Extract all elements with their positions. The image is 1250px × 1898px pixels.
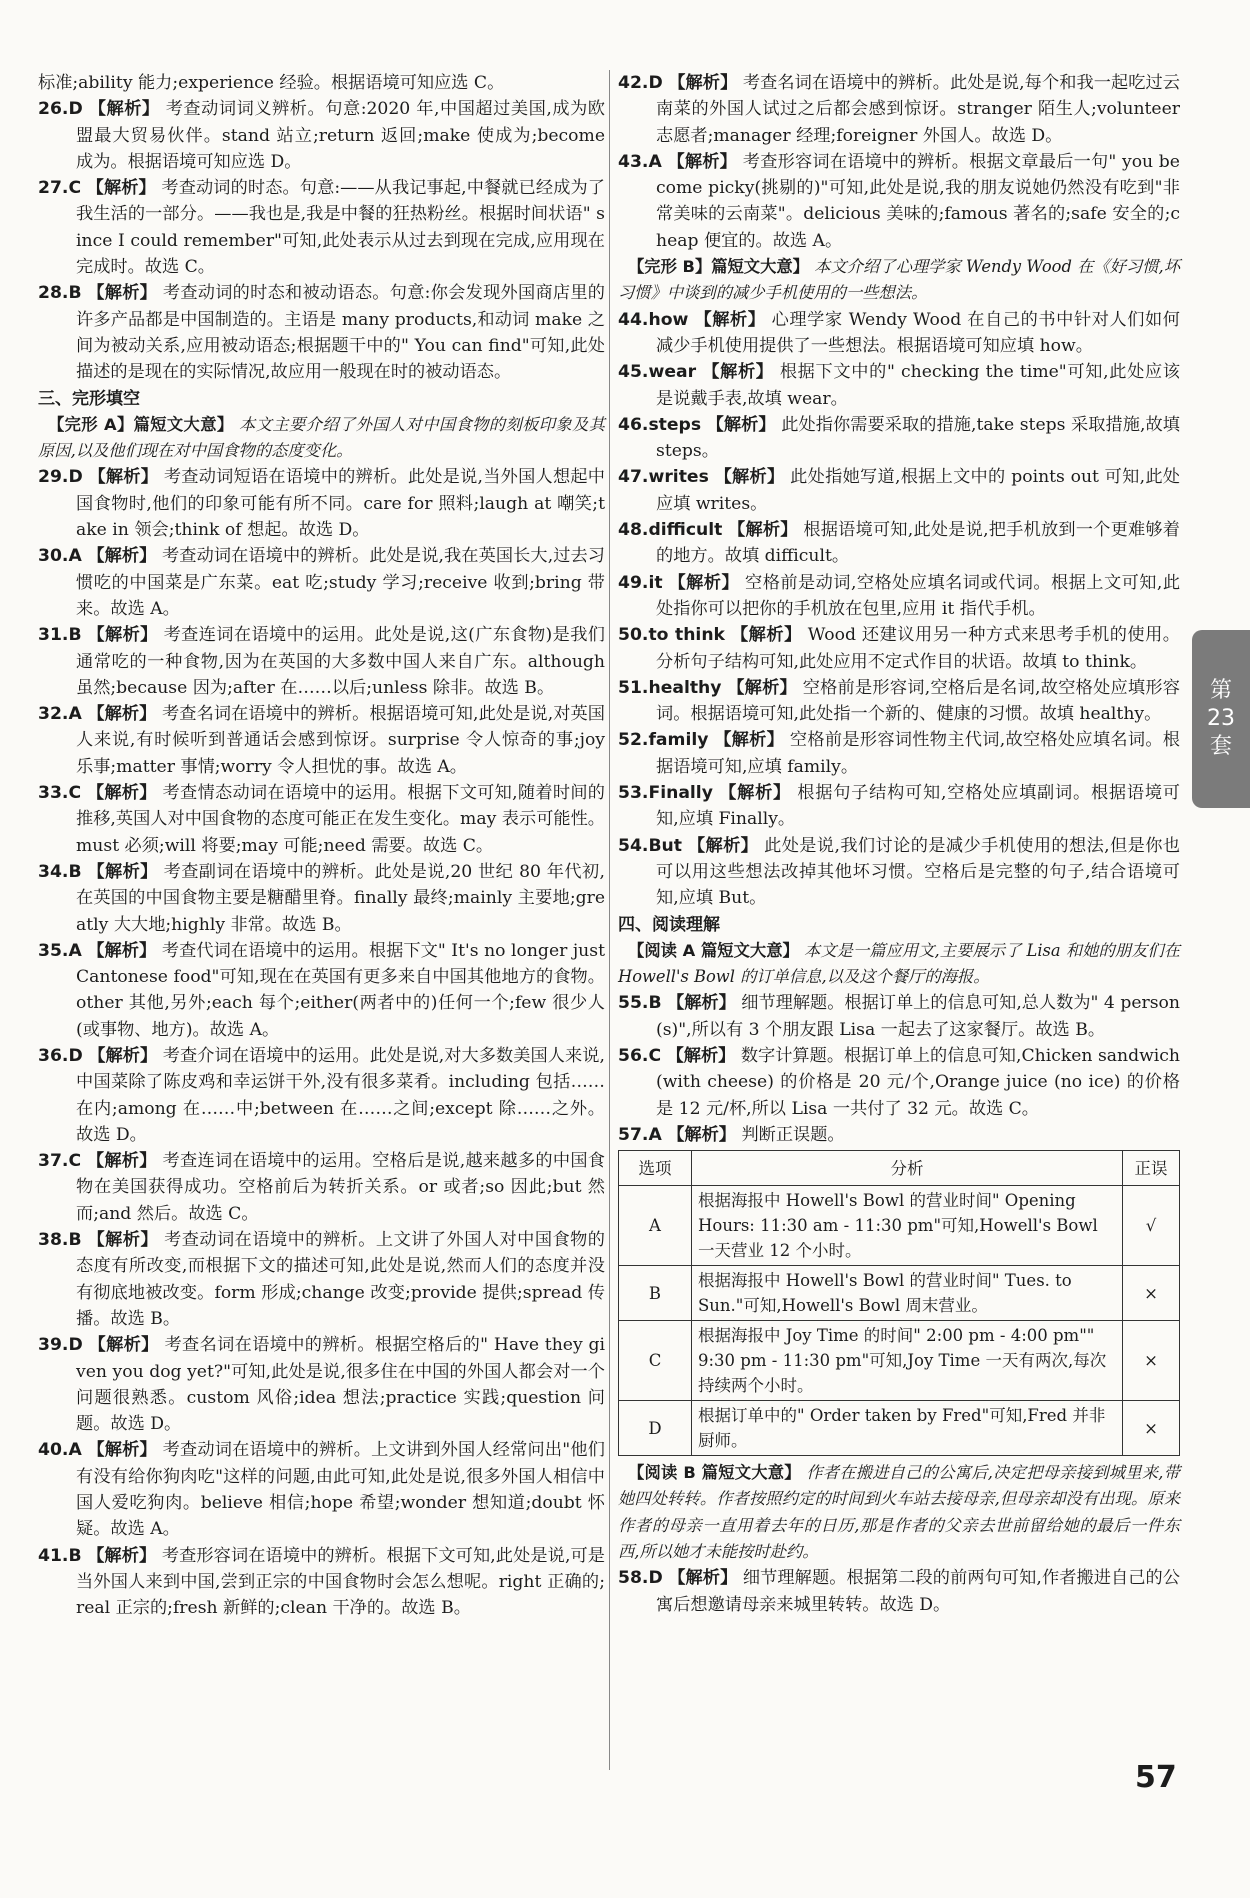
passage-summary — [38, 412, 605, 465]
answer-item — [618, 727, 1180, 780]
table-row — [619, 1321, 1180, 1401]
answer-key: steps — [648, 414, 702, 435]
analysis-text: 考查名词在语境中的辨析。根据语境可知,此处是说,对英国人来说,有时候听到普通话会感到惊讶。surprise 令人惊奇的事;joy 乐事;matter 事情;worry 令人担忧的事。故选 A。 — [76, 704, 605, 777]
right-column — [618, 70, 1180, 1618]
question-number: 55. — [618, 993, 649, 1014]
analysis-label: 【解析】 — [86, 1151, 157, 1172]
analysis-label: 【解析】 — [714, 730, 785, 751]
analysis-label: 【解析】 — [667, 1124, 736, 1145]
question-number: 31. — [38, 625, 69, 646]
option-cell: A — [619, 1186, 692, 1266]
analysis-text: 细节理解题。根据订单上的信息可知,总人数为" 4 person(s)",所以有 3 个朋友跟 Lisa 一起去了这家餐厅。故选 B。 — [656, 993, 1180, 1040]
question-number: 44. — [618, 309, 649, 330]
analysis-label: 【解析】 — [86, 783, 157, 804]
analysis-text: 考查形容词在语境中的辨析。根据下文可知,此处是说,可是当外国人来到中国,尝到正宗的中国食物时会怎么想呢。right 正确的;real 正宗的;fresh 新鲜的;clean 干净的。故选 B。 — [76, 1545, 605, 1619]
analysis-label: 【解析】 — [87, 546, 157, 567]
summary-label: 【阅读 B 篇短文大意】 — [628, 1463, 801, 1483]
analysis-text: 考查动词在语境中的辨析。上文讲了外国人对中国食物的态度有所改变,而根据下文的描述可知,此处是说,然而人们的态度并没有彻底地被改变。form 形成;change 改变;provide 提供;spread 传播。故选 B。 — [76, 1230, 605, 1329]
analysis-cell: 根据海报中 Howell's Bowl 的营业时间" Tues. to Sun."可知,Howell's Bowl 周末营业。 — [692, 1266, 1123, 1321]
table-header: 正误 — [1123, 1151, 1180, 1186]
analysis-label: 【解析】 — [88, 1335, 159, 1356]
analysis-label: 【解析】 — [88, 1045, 158, 1066]
answer-key: C — [68, 178, 82, 199]
answer-key: it — [648, 572, 663, 593]
analysis-label: 【解析】 — [706, 414, 776, 435]
analysis-label: 【解析】 — [702, 362, 774, 383]
analysis-text: 考查连词在语境中的运用。此处是说,这(广东食物)是我们通常吃的一种食物,因为在英国的大多数中国人来自广东。although 虽然;because 因为;after 在……以后;unless 除非。故选 B。 — [76, 625, 605, 698]
analysis-text: 考查副词在语境中的辨析。此处是说,20 世纪 80 年代初,在英国的中国食物主要是糖醋里脊。finally 最终;mainly 主要地;greatly 大大地;highly 非常。故选 B。 — [76, 861, 605, 935]
answer-item — [618, 359, 1180, 412]
passage-summary — [618, 938, 1180, 991]
answer-key: difficult — [648, 520, 723, 541]
answer-item — [38, 1227, 605, 1332]
analysis-label: 【解析】 — [668, 1568, 738, 1589]
summary-label: 【完形 B】篇短文大意】 — [628, 257, 809, 277]
analysis-text: 心理学家 Wendy Wood 在自己的书中针对人们如何减少手机使用提供了一些想法。根据语境可知应填 how。 — [656, 309, 1180, 356]
answer-key: D — [648, 73, 663, 93]
answer-item — [618, 517, 1180, 570]
answer-key: C — [68, 783, 82, 804]
passage-summary — [618, 254, 1180, 307]
question-number: 51. — [618, 677, 649, 698]
analysis-label: 【解析】 — [87, 283, 158, 304]
analysis-label: 【解析】 — [694, 309, 766, 330]
analysis-label: 【解析】 — [667, 151, 738, 172]
question-number: 37. — [38, 1151, 69, 1172]
answer-item — [38, 1332, 605, 1437]
analysis-label: 【解析】 — [86, 178, 156, 199]
question-number: 26. — [38, 99, 69, 120]
analysis-label: 【解析】 — [687, 835, 759, 856]
verdict-cell: √ — [1123, 1186, 1180, 1266]
side-tab-char: 套 — [1209, 734, 1232, 759]
answer-key: B — [68, 1230, 82, 1251]
answer-item — [618, 780, 1180, 833]
analysis-cell: 根据海报中 Joy Time 的时间" 2:00 pm - 4:00 pm"" 9:30 pm - 11:30 pm"可知,Joy Time 一天有两次,每次持续两个小时。 — [692, 1321, 1123, 1401]
answer-key: B — [68, 625, 82, 646]
analysis-table — [618, 1150, 1180, 1456]
analysis-text: 考查名词在语境中的辨析。此处是说,每个和我一起吃过云南菜的外国人试过之后都会感到惊讶。stranger 陌生人;volunteer 志愿者;manager 经理;foreigner 外国人。故选 D。 — [656, 73, 1180, 146]
summary-label: 【阅读 A 篇短文大意】 — [628, 940, 799, 960]
answer-key: writes — [648, 467, 709, 488]
analysis-label: 【解析】 — [730, 625, 802, 646]
analysis-label: 【解析】 — [667, 993, 736, 1014]
table-row — [619, 1401, 1180, 1456]
analysis-label: 【解析】 — [87, 861, 158, 882]
answer-key: D — [68, 99, 83, 120]
option-cell: D — [619, 1401, 692, 1456]
analysis-text: 考查代词在语境中的运用。根据下文" It's no longer just Cantonese food"可知,现在在英国有更多来自中国其他地方的食物。other 其他,另外;each 每个;either(两者中的)任何一个;few 很少人(或事物、地方)。故选 A。 — [76, 940, 605, 1040]
answer-item — [38, 175, 605, 280]
answer-item — [38, 859, 605, 938]
answer-key: A — [68, 940, 82, 961]
verdict-cell: × — [1123, 1321, 1180, 1401]
analysis-label: 【解析】 — [87, 1440, 157, 1461]
question-number: 29. — [38, 467, 69, 488]
question-number: 38. — [38, 1230, 69, 1251]
question-number: 47. — [618, 467, 649, 488]
answer-key: D — [68, 1045, 83, 1066]
analysis-text: 考查介词在语境中的运用。此处是说,对大多数美国人来说,中国菜除了陈皮鸡和幸运饼干外,没有很多菜肴。including 包括……在内;among 在……中;between 在……之间;except 除……之外。故选 D。 — [76, 1045, 605, 1145]
analysis-text: 空格前是形容词性物主代词,故空格处应填名词。根据语境可知,应填 family。 — [656, 730, 1180, 777]
summary-label: 【完形 A】篇短文大意】 — [48, 414, 234, 434]
question-number: 42. — [618, 73, 649, 93]
answer-key: But — [648, 835, 683, 856]
answer-key: C — [68, 1151, 82, 1172]
question-number: 45. — [618, 362, 649, 383]
question-number: 48. — [618, 520, 649, 541]
question-number: 43. — [618, 151, 649, 172]
answer-item — [618, 464, 1180, 517]
answer-item — [38, 543, 605, 622]
question-number: 56. — [618, 1045, 649, 1066]
summary-text: 作者在搬进自己的公寓后,决定把母亲接到城里来,带她四处转转。作者按照约定的时间到火车站去接母亲,但母亲却没有出现。原来作者的母亲一直用着去年的日历,那是作者的父亲去世前留给她的最后一件东西,所以她才未能按时赴约。 — [618, 1463, 1180, 1562]
analysis-text: 考查动词在语境中的辨析。此处是说,我在英国长大,过去习惯吃的中国菜是广东菜。eat 吃;study 学习;receive 收到;bring 带来。故选 A。 — [76, 546, 605, 619]
analysis-text: 根据下文中的" checking the time"可知,此处应该是说戴手表,故填 wear。 — [656, 362, 1180, 409]
answer-key: healthy — [648, 677, 722, 698]
section-heading: 四、阅读理解 — [618, 914, 720, 935]
answer-item — [38, 464, 605, 543]
answer-item — [38, 1437, 605, 1542]
answer-item — [618, 307, 1180, 360]
answer-item — [618, 833, 1180, 912]
answer-item — [38, 1543, 605, 1622]
question-number: 39. — [38, 1335, 69, 1356]
answer-key: D — [648, 1568, 663, 1589]
analysis-label: 【解析】 — [88, 467, 159, 488]
answer-item — [38, 1043, 605, 1148]
question-number: 46. — [618, 414, 649, 435]
analysis-label: 【解析】 — [728, 520, 798, 541]
answer-key: to think — [648, 625, 725, 646]
answer-item — [38, 280, 605, 385]
question-number: 28. — [38, 283, 69, 304]
analysis-text: 考查形容词在语境中的辨析。根据文章最后一句" you become picky(挑剔的)"可知,此处是说,我的朋友说她仍然没有吃到"非常美味的云南菜"。delicious 美味的;famous 著名的;safe 安全的;cheap 便宜的。故选 A。 — [656, 151, 1180, 251]
answer-item — [618, 149, 1180, 254]
analysis-text: 考查连词在语境中的运用。空格后是说,越来越多的中国食物在美国获得成功。空格前后为转折关系。or 或者;so 因此;but 然而;and 然后。故选 C。 — [76, 1151, 605, 1224]
answer-key: A — [68, 1440, 82, 1461]
option-cell: C — [619, 1321, 692, 1401]
analysis-text: 根据语境可知,此处是说,把手机放到一个更难够着的地方。故填 difficult。 — [656, 520, 1180, 567]
side-tab-char: 第 — [1209, 678, 1232, 703]
answer-item — [618, 1565, 1180, 1618]
question-number: 54. — [618, 835, 649, 856]
answer-key: B — [68, 1545, 82, 1566]
answer-item — [618, 1122, 1180, 1148]
summary-text: 本文是一篇应用文,主要展示了 Lisa 和她的朋友们在 Howell's Bowl 的订单信息,以及这个餐厅的海报。 — [618, 940, 1180, 987]
summary-text: 本文介绍了心理学家 Wendy Wood 在《好习惯,坏习惯》中谈到的减少手机使用的一些想法。 — [618, 257, 1180, 303]
analysis-text: 空格前是形容词,空格后是名词,故空格处应填形容词。根据语境可知,此处指一个新的、健康的习惯。故填 healthy。 — [656, 677, 1180, 725]
column-divider — [609, 70, 610, 1770]
analysis-cell: 根据订单中的" Order taken by Fred"可知,Fred 并非厨师。 — [692, 1401, 1123, 1456]
analysis-label: 【解析】 — [714, 467, 785, 488]
analysis-text: 考查动词短语在语境中的辨析。此处是说,当外国人想起中国食物时,他们的印象可能有所不同。care for 照料;laugh at 嘲笑;take in 领会;think of 想起。故选 D。 — [76, 467, 605, 541]
table-row — [619, 1266, 1180, 1321]
answer-item — [38, 938, 605, 1043]
analysis-label: 【解析】 — [719, 783, 792, 804]
question-number: 35. — [38, 940, 69, 961]
left-column — [38, 70, 605, 1622]
question-number: 41. — [38, 1545, 69, 1566]
answer-key: family — [648, 730, 709, 751]
table-row — [619, 1186, 1180, 1266]
analysis-text: Wood 还建议用另一种方式来思考手机的使用。分析句子结构可知,此处应用不定式作目的状语。故填 to think。 — [656, 625, 1180, 672]
answer-key: B — [68, 283, 82, 304]
answer-item — [618, 990, 1180, 1043]
analysis-text: 考查动词的时态和被动语态。句意:你会发现外国商店里的许多产品都是中国制造的。主语是 many products,和动词 make 之间为被动关系,应用被动语态;根据题干中的" You can find"可知,此处描述的是现在的实际情况,故应用一般现在时的被动语态。 — [76, 283, 605, 383]
question-number: 53. — [618, 783, 649, 804]
answer-item — [618, 570, 1180, 623]
analysis-cell: 根据海报中 Howell's Bowl 的营业时间" Opening Hours: 11:30 am - 11:30 pm"可知,Howell's Bowl 一天营业 12 个小时。 — [692, 1186, 1123, 1266]
set-number-tab — [1192, 630, 1250, 808]
page-number: 57 — [1135, 1760, 1177, 1795]
answer-key: D — [68, 1335, 83, 1356]
answer-continuation: 标准;ability 能力;experience 经验。根据语境可知应选 C。 — [38, 73, 505, 93]
analysis-label: 【解析】 — [88, 99, 160, 120]
analysis-text: 数字计算题。根据订单上的信息可知,Chicken sandwich (with cheese) 的价格是 20 元/个,Orange juice (no ice) 的价格是 12 元/杯,所以 Lisa 一共付了 32 元。故选 C。 — [656, 1045, 1180, 1119]
section-heading: 三、完形填空 — [38, 388, 140, 409]
table-header-row — [619, 1151, 1180, 1186]
analysis-label: 【解析】 — [668, 572, 740, 593]
passage-summary — [618, 1460, 1180, 1565]
answer-item — [38, 780, 605, 859]
summary-text: 本文主要介绍了外国人对中国食物的刻板印象及其原因,以及他们现在对中国食物的态度变化。 — [38, 414, 605, 461]
answer-key: D — [68, 467, 83, 488]
analysis-text: 考查动词的时态。句意:——从我记事起,中餐就已经成为了我生活的一部分。——我也是,我是中餐的狂热粉丝。根据时间状语" since I could remember"可知,此处表示从过去到现在完成,应用现在完成时。故选 C。 — [76, 178, 605, 278]
analysis-label: 【解析】 — [87, 1545, 157, 1566]
answer-item — [618, 622, 1180, 675]
analysis-text: 考查动词在语境中的辨析。上文讲到外国人经常问出"他们有没有给你狗肉吃"这样的问题,由此可知,此处是说,很多外国人相信中国人爱吃狗肉。believe 相信;hope 希望;wonder 想知道;doubt 怀疑。故选 A。 — [76, 1440, 605, 1540]
side-tab-number: 23 — [1207, 706, 1235, 731]
analysis-label: 【解析】 — [87, 940, 157, 961]
question-number: 49. — [618, 572, 649, 593]
answer-item — [618, 70, 1180, 149]
question-number: 50. — [618, 625, 649, 646]
question-number: 40. — [38, 1440, 69, 1461]
option-cell: B — [619, 1266, 692, 1321]
answer-item — [38, 1148, 605, 1227]
answer-item — [38, 701, 605, 780]
answer-key: B — [68, 861, 82, 882]
question-number: 57. — [618, 1124, 649, 1145]
analysis-text: 此处是说,我们讨论的是减少手机使用的想法,但是你也可以用这些想法改掉其他坏习惯。空格后是完整的句子,结合语境可知,应填 But。 — [656, 835, 1180, 909]
analysis-text: 空格前是动词,空格处应填名词或代词。根据上文可知,此处指你可以把你的手机放在包里,应用 it 指代手机。 — [656, 572, 1181, 619]
answer-key: how — [648, 309, 689, 330]
analysis-text: 细节理解题。根据第二段的前两句可知,作者搬进自己的公寓后想邀请母亲来城里转转。故选 D。 — [656, 1568, 1180, 1615]
analysis-text: 此处指她写道,根据上文中的 points out 可知,此处应填 writes。 — [656, 467, 1180, 514]
table-header: 选项 — [619, 1151, 692, 1186]
answer-key: wear — [648, 362, 697, 383]
analysis-text: 考查名词在语境中的辨析。根据空格后的" Have they given you dog yet?"可知,此处是说,很多住在中国的外国人都会对一个问题很熟悉。custom 风俗;idea 想法;practice 实践;question 问题。故选 D。 — [76, 1335, 605, 1435]
answer-key: C — [648, 1045, 662, 1066]
answer-item — [618, 412, 1180, 465]
question-number: 58. — [618, 1568, 649, 1589]
question-number: 30. — [38, 546, 69, 567]
analysis-text: 此处指你需要采取的措施,take steps 采取措施,故填 steps。 — [656, 414, 1180, 462]
table-header: 分析 — [692, 1151, 1123, 1186]
answer-key: Finally — [648, 783, 713, 804]
analysis-label: 【解析】 — [87, 704, 157, 725]
analysis-text: 判断正误题。 — [741, 1124, 845, 1145]
answer-key: A — [68, 546, 82, 567]
analysis-label: 【解析】 — [666, 1045, 736, 1066]
answer-item — [618, 675, 1180, 728]
answer-item — [618, 1043, 1180, 1122]
analysis-text: 根据句子结构可知,空格处应填副词。根据语境可知,应填 Finally。 — [656, 783, 1180, 830]
analysis-label: 【解析】 — [668, 73, 738, 93]
answer-key: A — [68, 704, 82, 725]
question-number: 34. — [38, 861, 69, 882]
answer-item — [38, 96, 605, 175]
question-number: 36. — [38, 1045, 69, 1066]
answer-item — [38, 622, 605, 701]
analysis-label: 【解析】 — [87, 625, 158, 646]
verdict-cell: × — [1123, 1401, 1180, 1456]
question-number: 32. — [38, 704, 69, 725]
analysis-text: 考查情态动词在语境中的运用。根据下文可知,随着时间的推移,英国人对中国食物的态度可能正在发生变化。may 表示可能性。must 必须;will 将要;may 可能;need 需要。故选 C。 — [76, 783, 605, 856]
answer-key: A — [648, 1124, 662, 1145]
analysis-label: 【解析】 — [87, 1230, 159, 1251]
question-number: 33. — [38, 783, 69, 804]
analysis-text: 考查动词词义辨析。句意:2020 年,中国超过美国,成为欧盟最大贸易伙伴。stand 站立;return 返回;make 使成为;become 成为。根据语境可知应选 D。 — [76, 99, 605, 172]
analysis-label: 【解析】 — [727, 677, 797, 698]
question-number: 52. — [618, 730, 649, 751]
question-number: 27. — [38, 178, 69, 199]
answer-key: A — [648, 151, 662, 172]
verdict-cell: × — [1123, 1266, 1180, 1321]
answer-key: B — [648, 993, 662, 1014]
